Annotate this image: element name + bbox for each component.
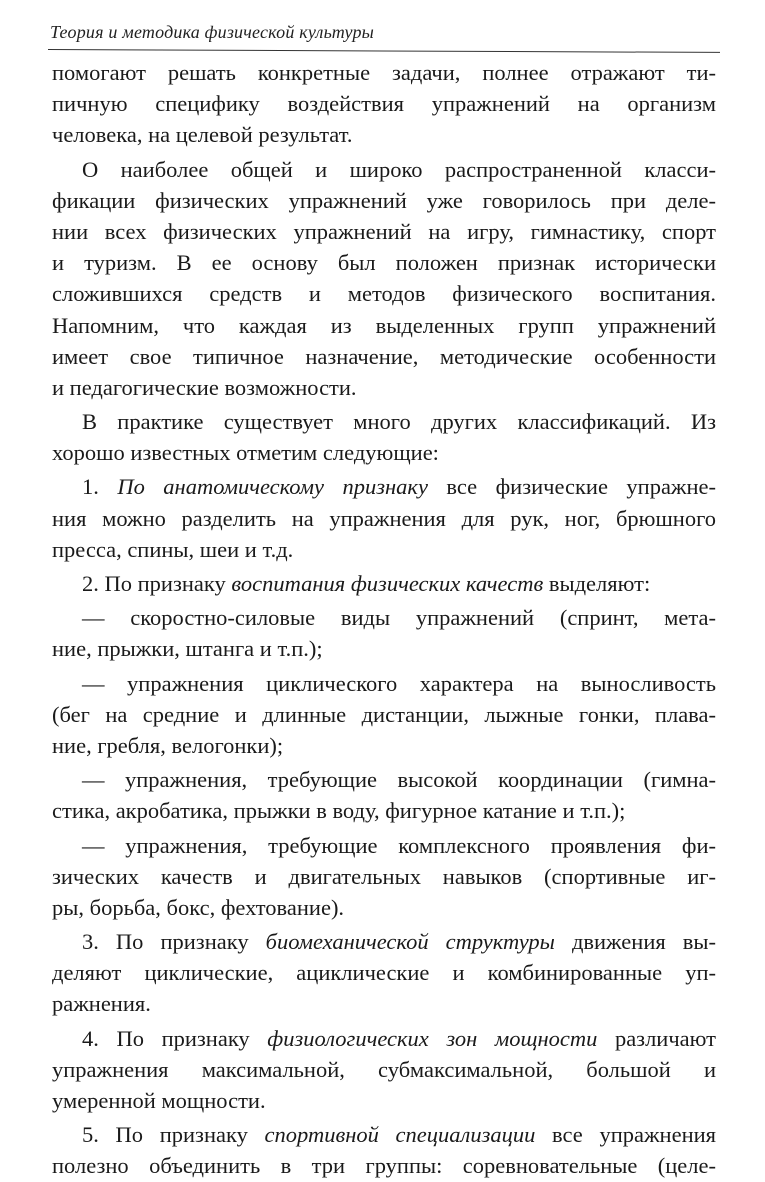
text-line (52, 568, 716, 599)
text-line (52, 247, 716, 278)
text-run: 1. (82, 474, 118, 500)
text-run: полезно объединить в три группы: соревновательные (целе- (52, 1153, 716, 1179)
text-line (52, 1023, 716, 1054)
text-run: пресса, спины, шеи и т.д. (52, 536, 294, 562)
text-line (52, 602, 716, 633)
text-line (52, 310, 716, 341)
text-run: различают (597, 1025, 716, 1051)
text-run: человека, на целевой результат. (52, 122, 353, 148)
text-line (52, 341, 716, 372)
text-line (52, 795, 716, 826)
text-line (52, 926, 716, 957)
text-line (52, 1085, 716, 1116)
paragraph (52, 57, 716, 151)
paragraph (52, 602, 716, 664)
text-line (52, 154, 716, 185)
text-line (52, 830, 716, 861)
text-line (52, 699, 716, 730)
text-run: и педагогические возможности. (52, 374, 357, 400)
paragraph (52, 154, 716, 404)
text-run: ния можно разделить на упражнения для рук, ног, брюшного (52, 505, 716, 531)
text-run: стика, акробатика, прыжки в воду, фигурное катание и т.п.); (52, 798, 626, 824)
text-line (52, 730, 716, 761)
text-line (52, 534, 716, 565)
text-run: хорошо известных отметим следующие: (52, 440, 439, 466)
italic-term: воспитания физических качеств (231, 571, 544, 596)
text-run: — скоростно-силовые виды упражнений (спринт, мета- (82, 605, 716, 631)
text-line (52, 57, 716, 88)
text-run: ние, гребля, велогонки); (52, 732, 284, 758)
paragraph (52, 926, 716, 1020)
text-run: все физические упражне- (427, 474, 716, 500)
text-run: О наиболее общей и широко распространенной класси- (82, 156, 716, 182)
text-line (52, 1119, 716, 1150)
text-line (52, 1054, 716, 1085)
italic-term: По анатомическому признаку (117, 474, 428, 500)
text-line (52, 892, 716, 923)
text-run: пичную специфику воздействия упражнений на организм (52, 91, 716, 117)
text-run: В практике существует много других классификаций. Из (82, 409, 716, 435)
text-line (52, 957, 716, 988)
text-line (52, 216, 716, 247)
paragraph (52, 1023, 716, 1117)
paragraph (52, 830, 716, 924)
text-run: и туризм. В ее основу был положен признак исторически (52, 250, 716, 276)
paragraph (52, 406, 716, 468)
text-line (52, 278, 716, 309)
text-run: 3. По признаку (82, 929, 266, 955)
text-line (52, 668, 716, 699)
text-run: все упражнения (535, 1122, 716, 1148)
text-run: сложившихся средств и методов физического воспитания. (52, 281, 716, 307)
paragraph (52, 471, 716, 565)
text-run: зических качеств и двигательных навыков (спортивные иг- (52, 863, 716, 889)
text-run: 4. По признаку (82, 1025, 268, 1051)
text-run: выделяют: (543, 571, 651, 596)
text-line (52, 437, 716, 468)
text-run: движения вы- (554, 929, 716, 955)
running-head: Теория и методика физической культуры (50, 22, 375, 42)
text-run: — упражнения циклического характера на выносливость (82, 670, 716, 696)
text-run: упражнения максимальной, субмаксимальной, большой и (52, 1056, 716, 1082)
text-run: имеет свое типичное назначение, методические особенности (52, 343, 716, 369)
text-line (52, 471, 716, 502)
italic-term: физиологических зон мощности (267, 1025, 598, 1051)
text-run: ры, борьба, бокс, фехтование). (52, 894, 345, 920)
text-run: нии всех физических упражнений на игру, гимнастику, спорт (52, 218, 716, 244)
text-line (52, 1150, 716, 1181)
text-line (52, 764, 716, 795)
paragraph (52, 764, 716, 826)
text-run: 5. По признаку (82, 1122, 265, 1148)
paragraph (52, 668, 716, 762)
text-run: Напомним, что каждая из выделенных групп упражнений (52, 312, 716, 338)
text-run: — упражнения, требующие комплексного проявления фи- (82, 832, 716, 858)
text-run: помогают решать конкретные задачи, полнее отражают ти- (52, 60, 716, 85)
text-line (52, 119, 716, 150)
header-rule (48, 49, 720, 53)
text-line (52, 988, 716, 1019)
text-line (52, 185, 716, 216)
text-line (52, 503, 716, 534)
paragraph (52, 568, 716, 599)
text-run: (бег на средние и длинные дистанции, лыжные гонки, плава- (52, 701, 716, 727)
text-line (52, 861, 716, 892)
text-run: деляют циклические, ациклические и комбинированные уп- (52, 960, 716, 986)
text-run: 2. По признаку (82, 571, 232, 596)
text-line (52, 406, 716, 437)
text-run: фикации физических упражнений уже говорилось при деле- (52, 187, 716, 213)
italic-term: биомеханической структуры (265, 929, 555, 955)
body-text (52, 57, 716, 1182)
text-line (52, 633, 716, 664)
text-line (52, 372, 716, 403)
text-run: умеренной мощности. (52, 1088, 266, 1113)
paragraph (52, 1119, 716, 1181)
text-run: ражнения. (52, 991, 151, 1017)
text-run: ние, прыжки, штанга и т.п.); (52, 636, 323, 662)
text-run: — упражнения, требующие высокой координации (гимна- (82, 767, 716, 793)
text-line (52, 88, 716, 119)
italic-term: спортивной специализации (264, 1122, 536, 1148)
